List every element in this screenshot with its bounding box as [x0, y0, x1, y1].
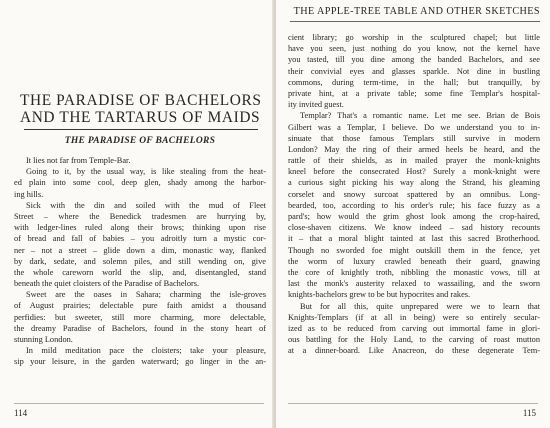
text-line: cient library; go worship in the sculptured chapel; but little	[288, 33, 540, 42]
text-line: Templar? That's a romantic name. Let me see. Brian de Bois	[300, 111, 540, 121]
text-line: their convivial eyes and glasses sparkle. Not dine in bustling	[288, 66, 540, 76]
text-line: ner – not a street – glide down a dim, monastic way, flanked	[14, 245, 266, 255]
text-line: ous battling for the Holy Land, to the carving of roast mutton	[288, 335, 540, 345]
text-line: commons, during term-time, in the hall; but tranquilly, by	[288, 77, 540, 87]
text-line: it – that a moral blight tainted at last this sacred Brotherhood.	[288, 234, 540, 244]
story-title-line-1: THE PARADISE OF BACHELORS	[20, 92, 262, 109]
text-line: ed plain into some cool, deep glen, shady among the harbor-	[14, 178, 266, 188]
section-heading: THE PARADISE OF BACHELORS	[64, 136, 216, 146]
text-line: It lies not far from Temple-Bar.	[26, 156, 131, 165]
text-line: Street – where the Benedick tradesmen are hurrying by,	[14, 211, 266, 221]
text-line: Sick with the din and soiled with the mud of Fleet	[26, 200, 266, 210]
text-line: rattle of their shields, as in mailed prayer the monk-knights	[288, 156, 540, 166]
text-line: the whole careworn world the slip, and, disentangled, stand	[14, 267, 266, 277]
text-line: of August prairies; delectable pure faith amidst a thousand	[14, 301, 266, 311]
text-line: ing hills.	[14, 189, 44, 199]
text-line: ized as to be reduced from carving out immortal fame in glori-	[288, 323, 540, 333]
page-number: 115	[522, 408, 536, 418]
text-line: of bread and fall of babies – you adroitly turn a mystic cor-	[14, 234, 266, 244]
text-line: the dreamy Paradise of Bachelors, found in the stony heart of	[14, 323, 266, 333]
page-number: 114	[14, 408, 28, 418]
text-line: beneath the quiet cloisters of the Paradise of Bachelors.	[14, 279, 200, 289]
text-line: with ledger-lines ruled along their brows; thinking upon rise	[14, 223, 266, 233]
text-line: pard's; how would the grim ghost look among the crop-haired,	[288, 212, 540, 221]
text-line: the core of knightly troth, nibbling the monastic vows, till at	[288, 267, 540, 277]
left-body-text	[14, 155, 266, 368]
right-page	[276, 0, 550, 428]
text-line: perfidies: but sweeter, still more charming, more delectable,	[14, 312, 266, 322]
text-line: you tasted, till you dine among the banded Bachelors, and see	[288, 55, 540, 65]
story-title-line-2: AND THE TARTARUS OF MAIDS	[20, 109, 261, 126]
text-line: Sweet are the oases in Sahara; charming the isle-groves	[26, 290, 266, 300]
right-body-text	[288, 32, 540, 356]
text-line: private hint, at a private table; some fine Templar's hospital-	[288, 88, 540, 98]
text-line: Though no sworded foe might outskill them in the fence, yet	[288, 245, 540, 255]
text-line: at a dinner-board. Like Anacreon, do these degenerate Tem-	[288, 346, 540, 356]
title-divider	[24, 129, 258, 130]
story-title	[20, 92, 260, 126]
text-line: In mild meditation pace the cloisters; take your pleasure,	[26, 346, 266, 356]
text-line: London? May the ring of their armed heels be heard, and the	[288, 144, 540, 154]
text-line: But for all this, quite unprepared were we to learn that	[300, 301, 540, 311]
text-line: Going to it, by the usual way, is like stealing from the heat-	[26, 167, 266, 177]
text-line: corselet and snowy surcoat spattered by an omnibus. Long-	[288, 189, 540, 199]
running-head-divider	[290, 21, 540, 22]
text-line: sinuate that those famous Templars still survive in modern	[288, 133, 540, 143]
text-line: ity invited guest.	[288, 100, 344, 110]
left-page	[0, 0, 274, 428]
text-line: kneel before the consecrated Host? Surely a monk-knight were	[288, 167, 540, 177]
text-line: have you seen, just nothing do you know, not the kernel have	[288, 44, 540, 54]
text-line: stunning London.	[14, 335, 73, 344]
text-line: knights-bachelors grew to be but hypocrites and rakes.	[288, 290, 471, 300]
text-line: a curious sight picking his way along the Strand, his gleaming	[288, 178, 540, 188]
text-line: Gilbert was a Templar, I believe. Do we understand you to in-	[288, 122, 540, 132]
text-line: by dark, sedate, and solemn piles, and still wending on, give	[14, 256, 266, 266]
text-line: the worm of luxury crawled beneath their guard, gnawing	[288, 256, 540, 266]
text-line: last the monk's austerity relaxed to wassailing, and the sworn	[288, 279, 540, 289]
footer-divider	[288, 403, 538, 404]
text-line: close-shaven citizens. We know indeed – sad history recounts	[288, 223, 540, 233]
text-line: Knights-Templars (if at all in being) were so entirely secular-	[288, 312, 540, 322]
footer-divider	[14, 403, 264, 404]
running-head: THE APPLE-TREE TABLE AND OTHER SKETCHES	[293, 6, 540, 17]
text-line: bearded, too, according to his order's rule; his face fuzzy as a	[288, 200, 540, 210]
text-line: sip your leisure, in the garden waterward; go linger in the an-	[14, 357, 266, 367]
